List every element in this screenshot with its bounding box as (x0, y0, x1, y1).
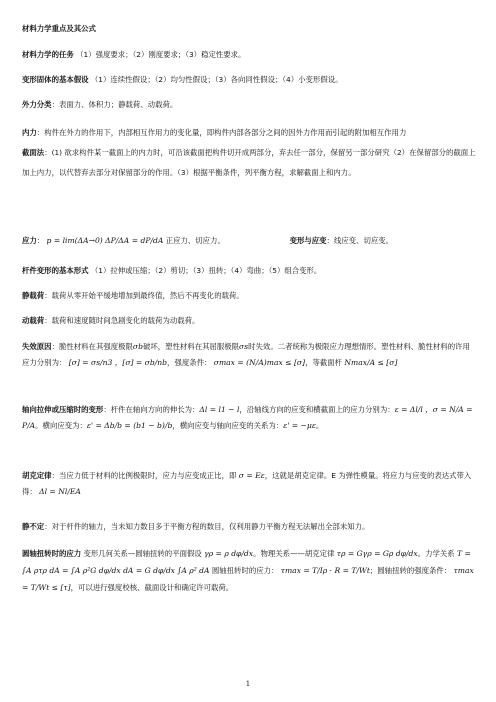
failure-label: 失效原因 (22, 342, 52, 351)
hooke-formula-1: σ = Eε (238, 471, 265, 480)
torsion-text-2: 。物理关系——胡克定律 (253, 549, 335, 558)
failure-formula-2: σmax = (N/A)max ≤ [σ] (213, 358, 306, 367)
torsion-formula-2: τρ = Gγρ = Gρ dφ/dx (336, 549, 418, 558)
internal-force-text: ：构件在外力的作用下，内部相互作用力的变化量，即构件内部各部分之间的因外力作用而引起的附加相互作用力 (36, 128, 407, 137)
axial-text-3: 。横向应变为： (35, 421, 87, 430)
tasks-text: （1）强度要求；（2）刚度要求；（3）稳定性要求。 (76, 50, 246, 59)
stress-label: 应力 (22, 236, 37, 245)
indeterminate-paragraph (22, 520, 476, 533)
torsion-formula-1: γρ = ρ dφ/dx (204, 549, 254, 558)
failure-formula-3: Nmax/A ≤ [σ] (344, 358, 398, 367)
internal-force-paragraph (22, 123, 476, 183)
axial-formula-5: ε' = −με (283, 421, 316, 430)
hooke-label: 胡克定律 (22, 471, 52, 480)
failure-formula-1: [σ] = σs/n3 ，[σ] = σb/nb (68, 358, 168, 367)
stress-text: 正应力、切应力。 (165, 236, 225, 245)
torsion-formula-4: τmax = T/Iρ · R = T/Wt (280, 566, 370, 575)
stress-paragraph: 应力： p = lim(ΔA→0) ΔP/ΔA = dP/dA 正应力、切应力。 变形与应变：线应变、切应变。 (22, 236, 394, 245)
torsion-formula-3: T = ∫A ρτρ dA = ∫A ρ²G dφ/dx dA = G dφ/dx ∫A ρ² dA (22, 549, 471, 575)
torsion-text-1: 变形几何关系—圆轴扭转的平面假设 (83, 549, 202, 558)
static-load-text: 载荷从零开始平缓地增加到最终值，然后不再变化的载荷。 (51, 291, 244, 300)
external-force-paragraph: 外力分类：表面力、体积力；静载荷、动载荷。 (22, 100, 178, 109)
assumptions-text: （1）连续性假设；（2）均匀性假设；（3）各向同性假设；（4）小变形假设。 (90, 75, 343, 84)
deform-label: 变形与应变 (289, 236, 327, 245)
hooke-text-1: ：当应力低于材料的比例极限时，应力与应变成正比，即 (51, 471, 237, 480)
section-method-label: 截面法 (22, 148, 45, 157)
torsion-label: 圆轴扭转时的应力 (22, 549, 82, 558)
hooke-text-2: ，这就是胡克定律。E 为弹性模量。将应力与应变的表达式带入得： (22, 471, 472, 496)
failure-sym-2: σs (239, 342, 249, 351)
torsion-text-3: 。力学关系 (417, 549, 455, 558)
failure-text-5: ，等截面杆 (305, 358, 343, 367)
axial-formula-4: ε' = Δb/b = (b1 − b)/b (86, 421, 173, 430)
failure-paragraph: 失效原因：脆性材料在其强度极限σb破坏，塑性材料在其屈服极限σs时失效。二者统称为极限应力理想情形。塑性材料、脆性材料的许用应力分别为： [σ] = σs/n3 ，[σ] = σb/nb，强度条件： σmax = (N/A)max ≤ [σ]，等截面杆 Nmax/A ≤ [σ] (22, 342, 470, 367)
basic-forms-paragraph (22, 264, 476, 277)
dynamic-load-label: 动载荷 (22, 316, 45, 325)
failure-text-1: 脆性材料在其强度极限 (58, 342, 133, 351)
axial-text-4: ，横向应变与轴向应变的关系为： (172, 421, 284, 430)
failure-sym-1: σb (132, 342, 143, 351)
axial-paragraph (22, 402, 476, 434)
tasks-paragraph (22, 48, 476, 61)
axial-formula-3: ，σ = N/A = P/A (22, 405, 473, 430)
failure-text-3: 时失效。二者统称为极限应力理想情形。塑性材料、脆性材料的许用应力分别为： (22, 342, 470, 367)
external-force-text: 表面力、体积力；静载荷、动载荷。 (58, 100, 178, 109)
static-load-label: 静载荷 (22, 291, 45, 300)
static-load-paragraph: 静载荷：载荷从零开始平缓地增加到最终值，然后不再变化的载荷。 (22, 291, 244, 300)
failure-text-2: 破坏，塑性材料在其屈服极限 (142, 342, 240, 351)
indeterminate-label: 静不定 (22, 522, 45, 531)
torsion-text-6: ，可以进行强度校核、截面设计和确定许可载荷。 (70, 583, 234, 592)
axial-text-5: 。 (315, 421, 324, 430)
section-method-text: ：(1) 欲求构件某一截面上的内力时，可沿该截面把构件切开成两部分，弃去任一部分，保留另一部分研究（2）在保留部分的截面上加上内力，以代替弃去部分对保留部分的作用。（3）根据平衡条件，列平衡方程，求解截面上和内力。 (22, 148, 476, 177)
dynamic-load-text: 载荷和速度随时间急剧变化的载荷为动载荷。 (51, 316, 200, 325)
torsion-paragraph (22, 545, 476, 596)
internal-force-label: 内力 (22, 128, 37, 137)
torsion-text-4: 圆轴扭转时的应力： (211, 566, 279, 575)
stress-formula: p = lim(ΔA→0) ΔP/ΔA = dP/dA (46, 236, 164, 245)
assumptions-label: 变形固体的基本假设 (22, 75, 89, 84)
axial-text-2: ，沿轴线方向的应变和横截面上的应力分别为： (239, 405, 395, 414)
tasks-label: 材料力学的任务 (22, 50, 74, 59)
dynamic-load-paragraph: 动载荷：载荷和速度随时间急剧变化的载荷为动载荷。 (22, 316, 200, 325)
hooke-formula-2: Δl = Nl/EA (39, 487, 81, 496)
torsion-text-5: ；圆轴扭转的强度条件： (369, 566, 452, 575)
torsion-formula-5: τmax = T/Wt ≤ [τ] (22, 566, 474, 592)
page-number: 1 (245, 680, 251, 688)
failure-text-4: ，强度条件： (167, 358, 212, 367)
hooke-paragraph (22, 468, 476, 500)
doc-title: 材料力学重点及其公式 (22, 24, 96, 33)
deform-text: 线应变、切应变。 (333, 236, 394, 245)
axial-label: 轴向拉伸或压缩时的变形 (22, 405, 104, 414)
axial-formula-2: ε = Δl/l (394, 405, 423, 414)
assumptions-paragraph (22, 73, 476, 86)
basic-forms-label: 杆件变形的基本形式 (22, 266, 89, 275)
axial-text-1: ：杆件在轴向方向的伸长为： (103, 405, 200, 414)
external-force-label: 外力分类 (22, 100, 52, 109)
indeterminate-text: ：对于杆件的轴力，当未知力数目多于平衡方程的数目，仅利用静力平衡方程无法解出全部未知力。 (44, 522, 370, 531)
basic-forms-text: （1）拉伸或压缩；（2）剪切；（3）扭转；（4）弯曲；（5）组合变形。 (90, 266, 322, 275)
axial-formula-1: Δl = l1 − l (199, 405, 240, 414)
